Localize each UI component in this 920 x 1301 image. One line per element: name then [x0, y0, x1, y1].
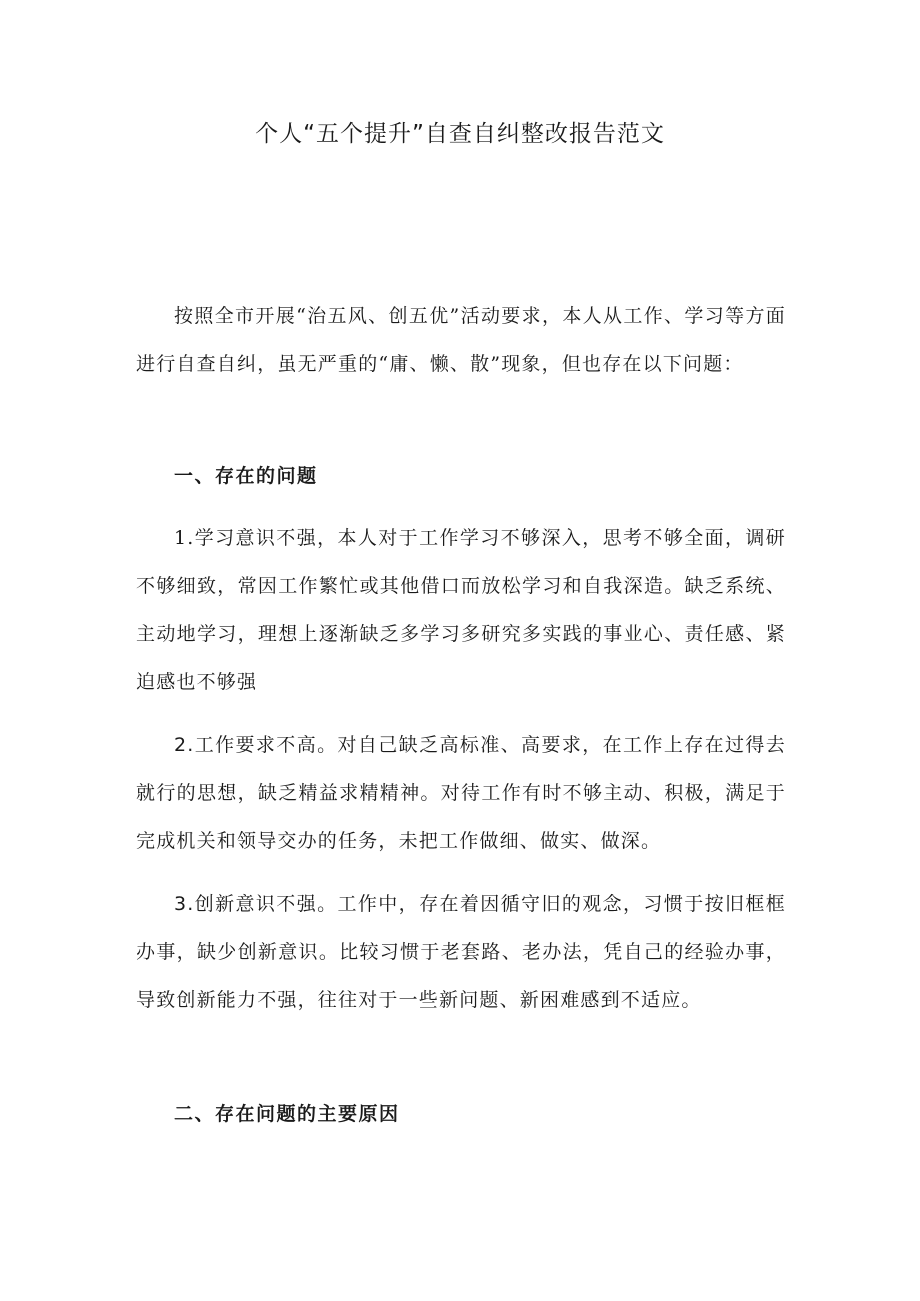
- problem-item-3: [136, 880, 786, 1024]
- problem-item-number: 2.: [174, 734, 195, 756]
- problem-item-1: [136, 514, 786, 706]
- problem-item-text: 创新意识不强。工作中，存在着因循守旧的观念，习惯于按旧框框办事，缺少创新意识。比较习惯于老套路、老办法，凭自己的经验办事，导致创新能力不强，往往对于一些新问题、新困难感到不适应。: [136, 893, 786, 1011]
- problem-item-number: 1.: [174, 527, 195, 549]
- document-title: 个人“五个提升”自查自纠整改报告范文: [255, 121, 665, 147]
- problem-item-text: 学习意识不强，本人对于工作学习不够深入，思考不够全面，调研不够细致，常因工作繁忙或其他借口而放松学习和自我深造。缺乏系统、主动地学习，理想上逐渐缺乏多学习多研究多实践的事业心、责任感、紧迫感也不够强: [136, 527, 786, 693]
- problem-item-text: 工作要求不高。对自己缺乏高标准、高要求，在工作上存在过得去就行的思想，缺乏精益求精精神。对待工作有时不够主动、积极，满足于完成机关和领导交办的任务，未把工作做细、做实、做深。: [136, 734, 786, 852]
- intro-paragraph: 按照全市开展“治五风、创五优”活动要求，本人从工作、学习等方面进行自查自纠，虽无严重的“庸、懒、散”现象，但也存在以下问题：: [136, 305, 786, 375]
- problem-item-number: 3.: [174, 893, 195, 915]
- section-heading-causes: 二、存在问题的主要原因: [174, 1103, 400, 1125]
- problem-item-2: [136, 721, 786, 865]
- section-heading-problems: 一、存在的问题: [174, 465, 318, 487]
